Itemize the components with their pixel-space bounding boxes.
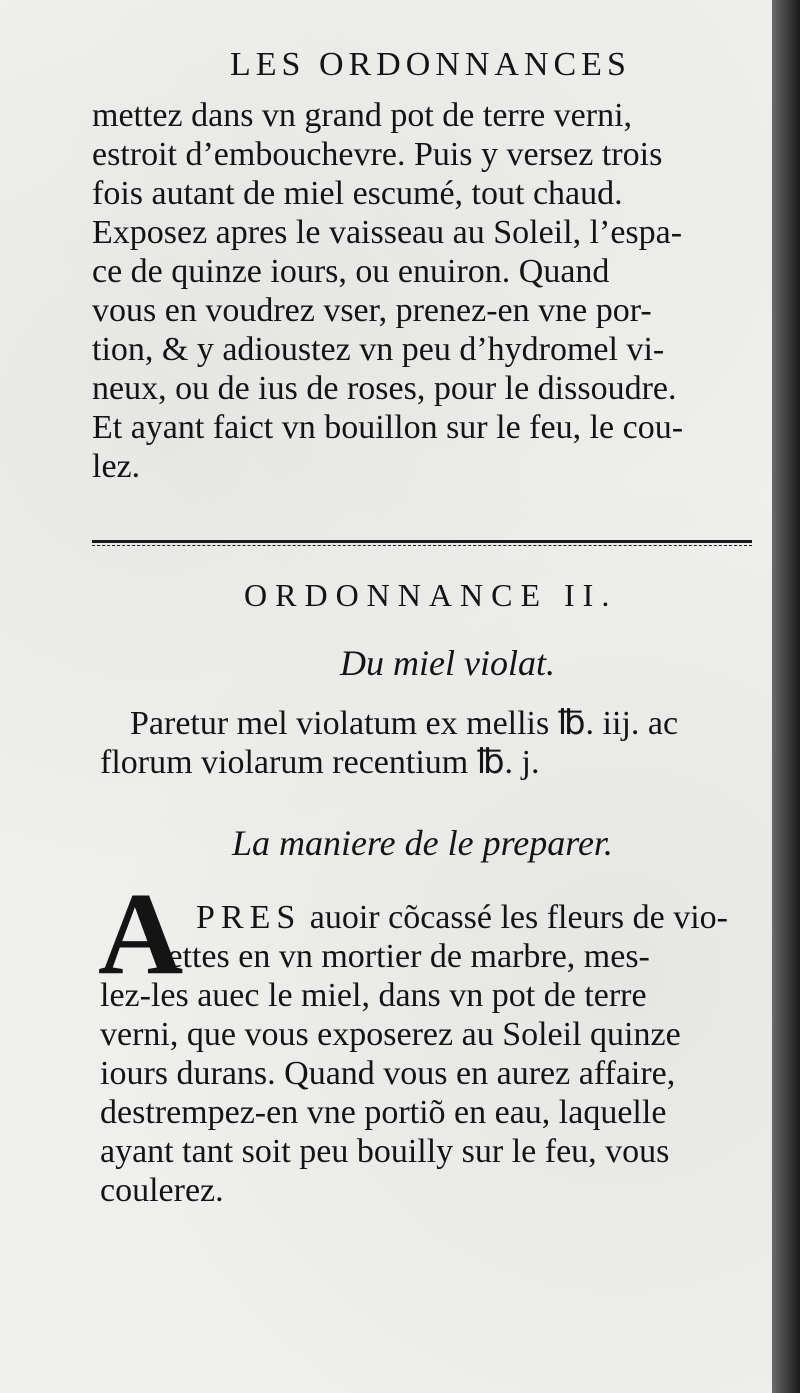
text-line	[100, 898, 772, 937]
text-line: lettes en vn mortier de marbre, mes-	[158, 938, 650, 975]
text-line: vous en voudrez vser, prenez-en vne por-	[92, 292, 652, 329]
text-line: Exposez apres le vaisseau au Soleil, l’espa-	[92, 214, 683, 251]
drop-cap: A	[98, 868, 184, 999]
section-title: ORDONNANCE II.	[244, 577, 618, 613]
recipe-subtitle: Du miel violat.	[340, 643, 555, 683]
text-line: florum violarum recentium ℔. j.	[100, 744, 540, 781]
text-line: iours durans. Quand vous en aurez affaire,	[100, 1055, 676, 1092]
text-line: estroit d’embouchevre. Puis y versez trois	[92, 136, 663, 173]
text-line: ce de quinze iours, ou enuiron. Quand	[92, 253, 610, 290]
text-line: mettez dans vn grand pot de terre verni,	[92, 97, 633, 134]
method-text	[100, 898, 772, 1210]
text-line: lez.	[92, 448, 141, 485]
book-gutter-shadow	[772, 0, 800, 1393]
text-line: destrempez-en vne portiõ en eau, laquelle	[100, 1094, 667, 1131]
text-line: lez-les auec le miel, dans vn pot de terre	[100, 977, 647, 1014]
text-line: verni, que vous exposerez au Soleil quinze	[100, 1016, 681, 1053]
first-word: PRES	[196, 899, 302, 936]
text-line-rest: auoir cõcassé les fleurs de vio-	[301, 899, 728, 936]
text-line: fois autant de miel escumé, tout chaud.	[92, 175, 623, 212]
text-line: Paretur mel violatum ex mellis ℔. iij. ac	[130, 705, 679, 742]
text-line: ayant tant soit peu bouilly sur le feu, vous	[100, 1133, 670, 1170]
method-heading: La maniere de le preparer.	[232, 823, 613, 863]
section-divider	[92, 540, 752, 543]
recipe-text	[92, 96, 764, 486]
text-line: tion, & y adioustez vn peu d’hydromel vi-	[92, 331, 665, 368]
text-line: Et ayant faict vn bouillon sur le feu, le cou-	[92, 409, 684, 446]
running-head: LES ORDONNANCES	[230, 46, 631, 83]
text-line: neux, ou de ius de roses, pour le dissoudre.	[92, 370, 677, 407]
latin-formula	[100, 704, 772, 782]
text-line: coulerez.	[100, 1172, 224, 1209]
